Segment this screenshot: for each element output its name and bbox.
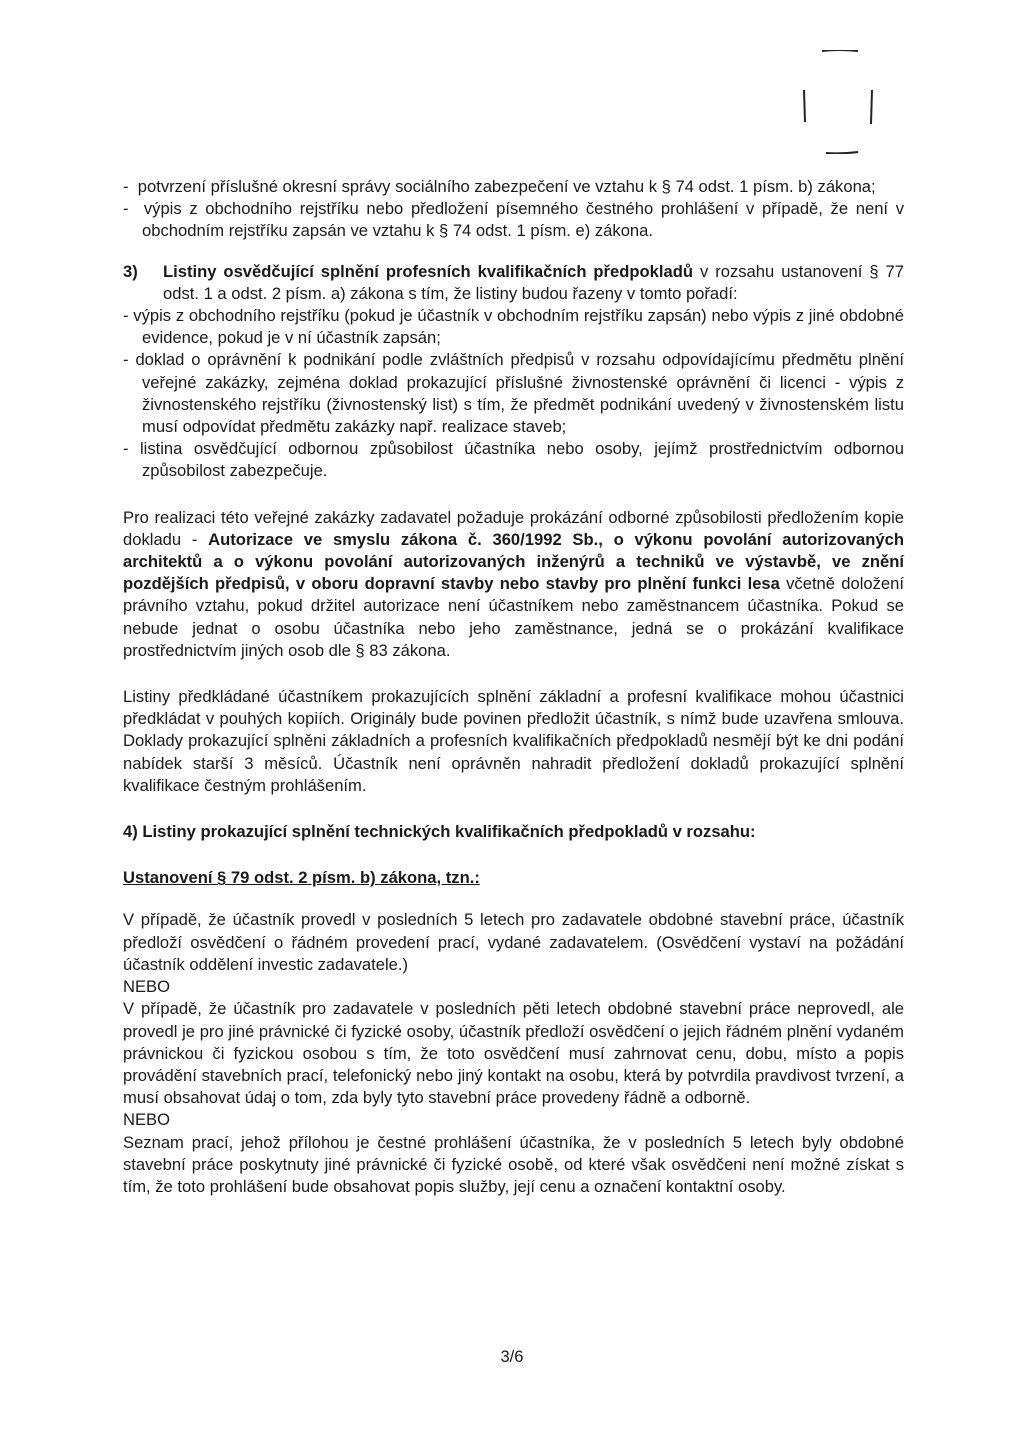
dash-marker: - [123, 177, 138, 196]
authorization-tail: včetně doložení právního vztahu, pokud držitel autorizace není účastníkem nebo zaměstnancem účastníka. Pokud se nebude jednat o osobu účastníka nebo jeho zaměstnance, jedná se o prokázání kvalifikace prostřednictvím jiných osob dle § 83 zákona. [123, 574, 904, 660]
dash-item-text: potvrzení příslušné okresní správy sociálního zabezpečení ve vztahu k § 74 odst. 1 písm. b) zákona; [137, 177, 876, 196]
section-number: 3) [123, 261, 138, 281]
section-3-heading [123, 261, 904, 305]
header-dash-item [123, 176, 904, 198]
section-3-title: Listiny osvědčující splnění profesních kvalifikačních předpokladů [163, 261, 693, 281]
option-paragraph: V případě, že účastník pro zadavatele v posledních pěti letech obdobné stavební práce neprovedl, ale provedl je pro jiné právnické či fyzické osoby, účastník předloží osvědčení o jejich řádném plnění vydaném právnickou či fyzickou osobou s tím, že toto osvědčení musí zahrnovat cenu, dobu, místo a popis provádění stavebních prací, telefonický nebo jiný kontakt na osobu, která by potvrdila pravdivost tvrzení, a musí obsahovat údaj o tom, zda byly tyto stavební práce provedeny řádně a odborně. [123, 999, 904, 1108]
authorization-lead: Pro realizaci této veřejné zakázky zadavatel požaduje prokázání odborné způsobilosti předložením kopie dokladu - [123, 507, 904, 549]
authorization-paragraph [123, 507, 904, 662]
authorization-emphasis: Autorizace ve smyslu zákona č. 360/1992 Sb., o výkonu povolání autorizovaných architektů a o výkonu povolání autorizovaných inženýrů a techniků ve výstavbě, ve znění pozdějších předpisů, v oboru dopravní stavby nebo stavby pro plnění funkci lesa [123, 529, 904, 594]
dash-item-text: výpis z obchodního rejstříku nebo předložení písemného čestného prohlášení v případě, že není v obchodním rejstříku zapsán ve vztahu k § 74 odst. 1 písm. e) zákona. [142, 199, 904, 241]
section-4-subheading: Ustanovení § 79 odst. 2 písm. b) zákona, tzn.: [123, 868, 480, 888]
section-3-description: v rozsahu ustanovení § 77 odst. 1 a odst. 2 písm. a) zákona s tím, že listiny budou řazeny v tomto pořadí: [163, 261, 904, 303]
section-4-heading: 4) Listiny prokazující splnění technických kvalifikačních předpokladů v rozsahu: [123, 822, 756, 842]
list-item: - listina osvědčující odbornou způsobilost účastníka nebo osoby, jejímž prostřednictvím odbornou způsobilost zabezpečuje. [123, 439, 904, 481]
page-number: 3/6 [500, 1347, 524, 1366]
header-dash-item [123, 198, 904, 242]
option-paragraph: Seznam prací, jehož přílohou je čestné prohlášení účastníka, že v posledních 5 letech byly obdobné stavební práce poskytnuty jiné právnické či fyzické osobě, od které však osvědčeni není možné získat s tím, že toto prohlášení bude obsahovat popis služby, její cenu a označení kontaktní osoby. [123, 1132, 904, 1196]
list-item: - doklad o oprávnění k podnikání podle zvláštních předpisů v rozsahu odpovídajícímu předmětu plnění veřejné zakázky, zejména doklad prokazující příslušné živnostenské oprávnění či licenci - výpis z živnostenského rejstříku (živnostenský list) s tím, že předmět podnikání uvedený v živnostenském listu musí odpovídat předmětu zakázky např. realizace staveb; [123, 350, 904, 437]
option-paragraph: V případě, že účastník provedl v posledních 5 letech pro zadavatele obdobné stavební práce, účastník předloží osvědčení o řádném provedení prací, vydané zadavatelem. (Osvědčení vystaví na požádání účastník oddělení investic zadavatele.) [123, 910, 904, 974]
page-corner-mark [800, 50, 876, 154]
list-item: - výpis z obchodního rejstříku (pokud je účastník v obchodním rejstříku zapsán) nebo výpis z jiné obdobné evidence, pokud je v ní účastník zapsán; [123, 306, 904, 348]
document-body [123, 176, 904, 1198]
copies-paragraph: Listiny předkládané účastníkem prokazujících splnění základní a profesní kvalifikace mohou účastnici předkládat v pouhých kopiích. Originály bude povinen předložit účastník, s nímž bude uzavřena smlouva. Doklady prokazující splněni základních a profesních kvalifikačních předpokladů nesmějí být ke dni podání nabídek starší 3 měsíců. Účastník není oprávněn nahradit předložení dokladů prokazující splnění kvalifikace čestným prohlášením. [123, 687, 904, 795]
or-separator: NEBO [123, 977, 171, 997]
section-3-text [163, 261, 904, 305]
dash-marker: - [123, 199, 144, 219]
or-separator: NEBO [123, 1110, 171, 1130]
